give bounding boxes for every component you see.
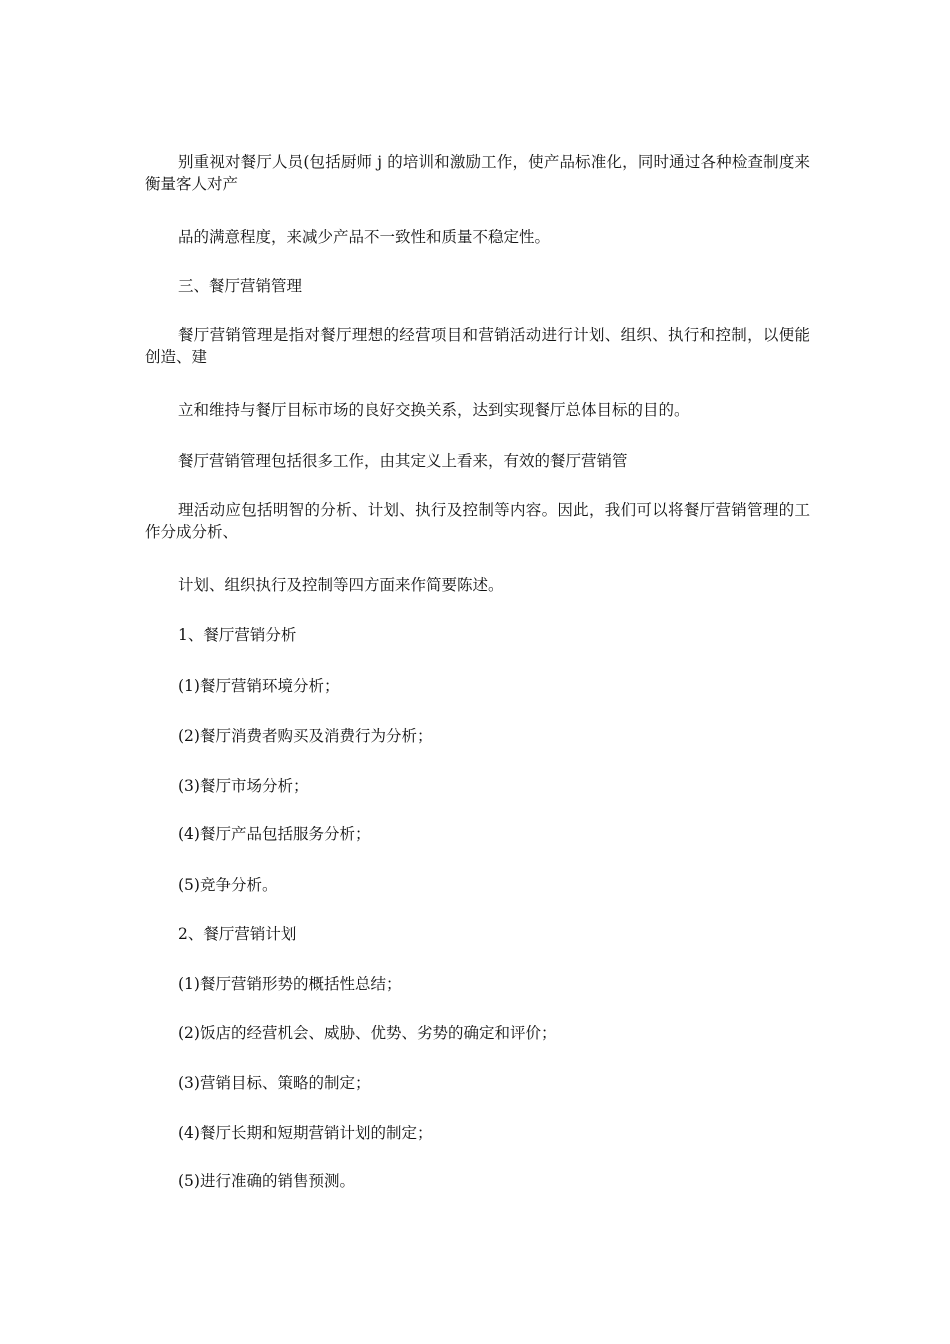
subheading-marketing-plan: 2、餐厅营销计划 xyxy=(178,925,297,943)
paragraph-marketing-work: 餐厅营销管理包括很多工作，由其定义上看来，有效的餐厅营销管 xyxy=(178,452,628,470)
list-item-swot-evaluation: (2)饭店的经营机会、威胁、优势、劣势的确定和评价； xyxy=(178,1024,557,1042)
paragraph-exchange-relationship: 立和维持与餐厅目标市场的良好交换关系，达到实现餐厅总体目标的目的。 xyxy=(178,401,690,419)
list-item-goals-strategies: (3)营销目标、策略的制定； xyxy=(178,1074,371,1092)
list-item-market-analysis: (3)餐厅市场分析； xyxy=(178,777,309,795)
list-item-sales-forecast: (5)进行准确的销售预测。 xyxy=(178,1172,355,1190)
paragraph-analysis-plan-control: 理活动应包括明智的分析、计划、执行及控制等内容。因此，我们可以将餐厅营销管理的工作分成分析、 xyxy=(145,501,810,541)
paragraph-marketing-definition: 餐厅营销管理是指对餐厅理想的经营项目和营销活动进行计划、组织、执行和控制，以便能创造、建 xyxy=(145,326,810,366)
paragraph-satisfaction: 品的满意程度，来减少产品不一致性和质量不稳定性。 xyxy=(178,228,551,246)
list-item-long-short-plans: (4)餐厅长期和短期营销计划的制定； xyxy=(178,1124,433,1142)
subheading-marketing-analysis: 1、餐厅营销分析 xyxy=(178,626,297,644)
section-heading-marketing-management: 三、餐厅营销管理 xyxy=(178,277,303,295)
list-item-product-analysis: (4)餐厅产品包括服务分析； xyxy=(178,825,371,843)
list-item-environment-analysis: (1)餐厅营销环境分析； xyxy=(178,677,340,695)
list-item-competition-analysis: (5)竞争分析。 xyxy=(178,876,278,894)
list-item-consumer-analysis: (2)餐厅消费者购买及消费行为分析； xyxy=(178,727,433,745)
paragraph-training-continuation: 别重视对餐厅人员(包括厨师 j 的培训和激励工作，使产品标准化，同时通过各种检查制度来衡量客人对产 xyxy=(145,153,810,193)
paragraph-four-aspects: 计划、组织执行及控制等四方面来作简要陈述。 xyxy=(178,576,504,594)
list-item-situation-summary: (1)餐厅营销形势的概括性总结； xyxy=(178,975,402,993)
